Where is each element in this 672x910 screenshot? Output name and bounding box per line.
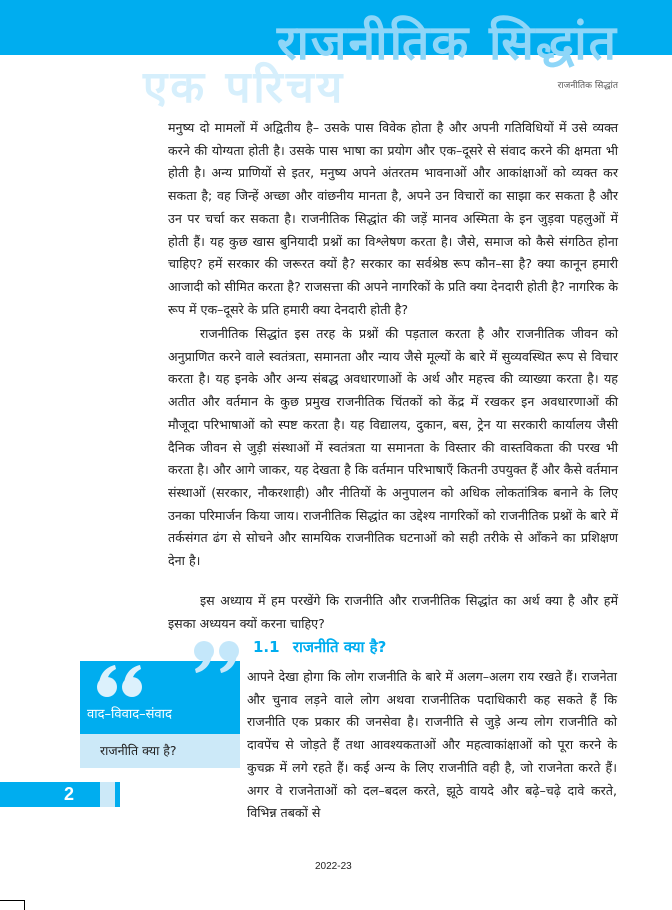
paragraph-text: आपने देखा होगा कि लोग राजनीति के बारे में अलग–अलग राय रखते हैं। राजनेता और चुनाव लड़ने वाले लोग अथवा राजनीतिक पदाधिकारी कह सकते हैं कि राजनीति एक प्रकार की जनसेवा है। राजनीति से जुड़े अन्य लोग राजनीति को दावपेंच से जोड़ते हैं तथा आवश्यकताओं और महत्वाकांक्षाओं को पूरा करने के कुचक्र में लगे रहते हैं। कई अन्य के लिए राजनीति वही है, जो राजनेता करते हैं। अगर वे राजनेताओं को दल–बदल करते, झूठे वायदे और बढ़े–चढ़े दावे करते, विभिन्न तबकों से xyxy=(247,669,617,821)
intro-paragraph-1 xyxy=(168,117,618,321)
open-quote-icon xyxy=(96,664,146,698)
crop-mark-horizontal xyxy=(0,900,25,901)
running-header: राजनीतिक सिद्धांत xyxy=(557,81,618,91)
section-heading xyxy=(253,636,386,658)
page-number-bar-accent xyxy=(100,782,115,807)
chapter-title: राजनीतिक सिद्धांत xyxy=(276,15,618,71)
debate-box-question: राजनीति क्या है? xyxy=(100,743,177,758)
crop-mark-vertical xyxy=(24,900,25,910)
intro-paragraph-3 xyxy=(168,590,618,635)
section-body xyxy=(247,666,617,825)
close-quote-icon xyxy=(190,640,240,674)
section-title: राजनीति क्या है? xyxy=(292,638,387,656)
section-number: 1.1 xyxy=(253,638,280,656)
footer-year: 2022-23 xyxy=(315,861,352,872)
page-number-bar-stripe xyxy=(115,782,120,807)
page-number: 2 xyxy=(64,784,75,804)
paragraph-text: मनुष्य दो मामलों में अद्वितीय है– उसके पास विवेक होता है और अपनी गतिविधियों में उसे व्यक्त करने की योग्यता होती है। उसके पास भाषा का प्रयोग और एक–दूसरे से संवाद करने की क्षमता भी होती है। अन्य प्राणियों से इतर, मनुष्य अपने अंतरतम भावनाओं और आकांक्षाओं को व्यक्त कर सकता है; वह जिन्हें अच्छा और वांछनीय मानता है, अपने उन विचारों का साझा कर सकता है और उन पर चर्चा कर सकता है। राजनीतिक सिद्धांत की जड़ें मानव अस्मिता के इन जुड़वा पहलुओं में होती हैं। यह कुछ खास बुनियादी प्रश्नों का विश्लेषण करता है। जैसे, समाज को कैसे संगठित होना चाहिए? हमें सरकार की जरूरत क्यों है? सरकार का सर्वश्रेष्ठ रूप कौन–सा है? क्या कानून हमारी आजादी को सीमित करता है? राजसत्ता की अपने नागरिकों के प्रति क्या देनदारी होती है? नागरिक के रूप में एक–दूसरे के प्रति हमारी क्या देनदारी होती है? xyxy=(168,120,618,317)
intro-paragraph-2 xyxy=(168,323,618,573)
debate-box-label: वाद–विवाद–संवाद xyxy=(87,707,172,722)
paragraph-text: राजनीतिक सिद्धांत इस तरह के प्रश्नों की पड़ताल करता है और राजनीतिक जीवन को अनुप्राणित करने वाले स्वतंत्रता, समानता और न्याय जैसे मूल्यों के बारे में सुव्यवस्थित रूप से विचार करता है। यह इनके और अन्य संबद्ध अवधारणाओं के अर्थ और महत्त्व की व्याख्या करता है। यह अतीत और वर्तमान के कुछ प्रमुख राजनीतिक चिंतकों को केंद्र में रखकर इन अवधारणाओं की मौजूदा परिभाषाओं को स्पष्ट करता है। यह विद्यालय, दुकान, बस, ट्रेन या सरकारी कार्यालय जैसी दैनिक जीवन से जुड़ी संस्थाओं में स्वतंत्रता या समानता के विस्तार की वास्तविकता की परख भी करता है। और आगे जाकर, यह देखता है कि वर्तमान परिभाषाएँ कितनी उपयुक्त हैं और कैसे वर्तमान संस्थाओं (सरकार, नौकरशाही) और नीतियों के अनुपालन को अधिक लोकतांत्रिक बनाने के लिए उनका परिमार्जन किया जाय। राजनीतिक सिद्धांत का उद्देश्य नागरिकों को राजनीतिक प्रश्नों के बारे में तर्कसंगत ढंग से सोचने और सामयिक राजनीतिक घटनाओं को सही तरीके से आँकने का प्रशिक्षण देना है। xyxy=(168,326,618,569)
chapter-subtitle: एक परिचय xyxy=(143,62,346,113)
page-number-bar xyxy=(0,782,100,807)
paragraph-text: इस अध्याय में हम परखेंगे कि राजनीति और राजनीतिक सिद्धांत का अर्थ क्या है और हमें इसका अध्ययन क्यों करना चाहिए? xyxy=(168,593,618,631)
